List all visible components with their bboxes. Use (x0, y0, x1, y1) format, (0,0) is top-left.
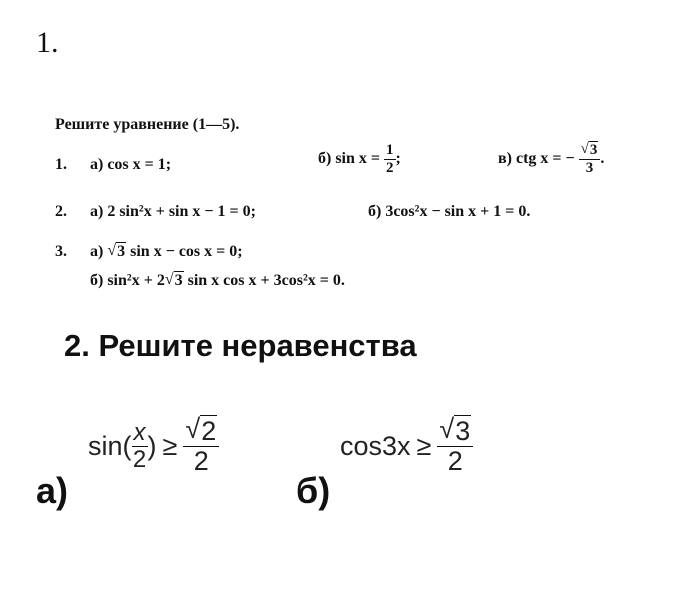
problem-1-number: 1. (55, 156, 67, 173)
book-heading: Решите уравнение (1—5). (55, 116, 240, 133)
sqrt-sign-icon: √ (439, 413, 455, 444)
problem-3b (90, 272, 345, 290)
inequality-b-label: б) (296, 470, 331, 511)
problem-1b-end: ; (395, 150, 401, 168)
problem-2a-equation: 2 sin²x + sin x − 1 = 0; (107, 203, 256, 220)
problem-1c-radicand: 3 (589, 142, 598, 158)
problem-2b-equation: 3cos²x − sin x + 1 = 0. (385, 203, 531, 220)
inequality-a-relation: ≥ (162, 431, 178, 461)
problem-3a-radicand: 3 (117, 243, 126, 260)
problem-1c-fraction (579, 140, 601, 176)
problem-3b-part1: sin²x + 2 (107, 272, 165, 289)
inequality-a-arg-num: x (133, 419, 146, 446)
inequality-b-relation: ≥ (416, 431, 432, 461)
problem-1a-label: а) (90, 156, 104, 173)
problem-1c (498, 140, 605, 176)
inequality-b (340, 413, 473, 476)
problem-1b-label: б) (318, 150, 332, 168)
problem-1c-end: . (600, 150, 605, 168)
inequality-a-rhs (183, 413, 219, 476)
task2-heading: 2. Решите неравенства (64, 328, 417, 363)
inequality-a-func: sin( (88, 431, 132, 461)
problem-3b-part2: sin x cos x + 3cos²x = 0. (187, 272, 345, 289)
problem-1b-denominator: 2 (386, 160, 394, 176)
problem-2-number: 2. (55, 203, 67, 220)
inequality-a-label: а) (36, 470, 69, 511)
inequality-a-rhs-den: 2 (193, 446, 209, 476)
problem-2a (90, 203, 256, 221)
problem-3a (90, 243, 243, 261)
problem-2b (368, 203, 530, 221)
problem-1c-numerator (579, 140, 601, 160)
page-number: 1. (36, 26, 59, 59)
problem-3a-sqrt (107, 243, 126, 261)
inequality-b-rhs-num (437, 413, 473, 447)
sqrt-sign-icon: √ (107, 241, 117, 259)
inequality-b-radicand: 3 (455, 416, 471, 446)
problem-2a-label: а) (90, 203, 104, 220)
inequality-a-radicand: 2 (201, 416, 217, 446)
problem-1a (90, 156, 171, 174)
problem-3-number: 3. (55, 243, 67, 260)
inequality-b-sqrt (439, 413, 471, 446)
inequality-a (88, 413, 219, 476)
inequality-b-rhs-den: 2 (447, 446, 463, 476)
sqrt-sign-icon: √ (164, 270, 174, 288)
inequality-a-arg (132, 421, 148, 472)
inequality-b-expr: cos3x (340, 431, 411, 461)
inequality-a-close: ) (147, 431, 157, 461)
problem-1c-label: в) (498, 150, 512, 168)
inequality-a-arg-den: 2 (132, 446, 147, 473)
problem-1a-equation: cos x = 1; (107, 156, 172, 173)
problem-2b-label: б) (368, 203, 382, 220)
inequality-a-rhs-num (183, 413, 219, 447)
problem-1c-sqrt (580, 140, 599, 158)
problem-1c-lhs: ctg x = − (515, 150, 575, 168)
problem-1c-denominator: 3 (585, 160, 594, 176)
problem-1b-fraction (384, 143, 396, 176)
problem-3a-equation: sin x − cos x = 0; (130, 243, 243, 260)
sqrt-sign-icon: √ (580, 140, 589, 157)
problem-1b-lhs: sin x = (335, 150, 381, 168)
problem-3b-sqrt (165, 272, 184, 290)
problem-3a-label: а) (90, 243, 104, 260)
inequality-b-rhs (437, 413, 473, 476)
problem-3b-label: б) (90, 272, 104, 289)
inequality-a-sqrt (185, 413, 217, 446)
problem-1b (318, 143, 401, 176)
problem-1b-numerator: 1 (386, 142, 394, 158)
problem-3b-radicand: 3 (174, 272, 183, 289)
sqrt-sign-icon: √ (185, 413, 201, 444)
